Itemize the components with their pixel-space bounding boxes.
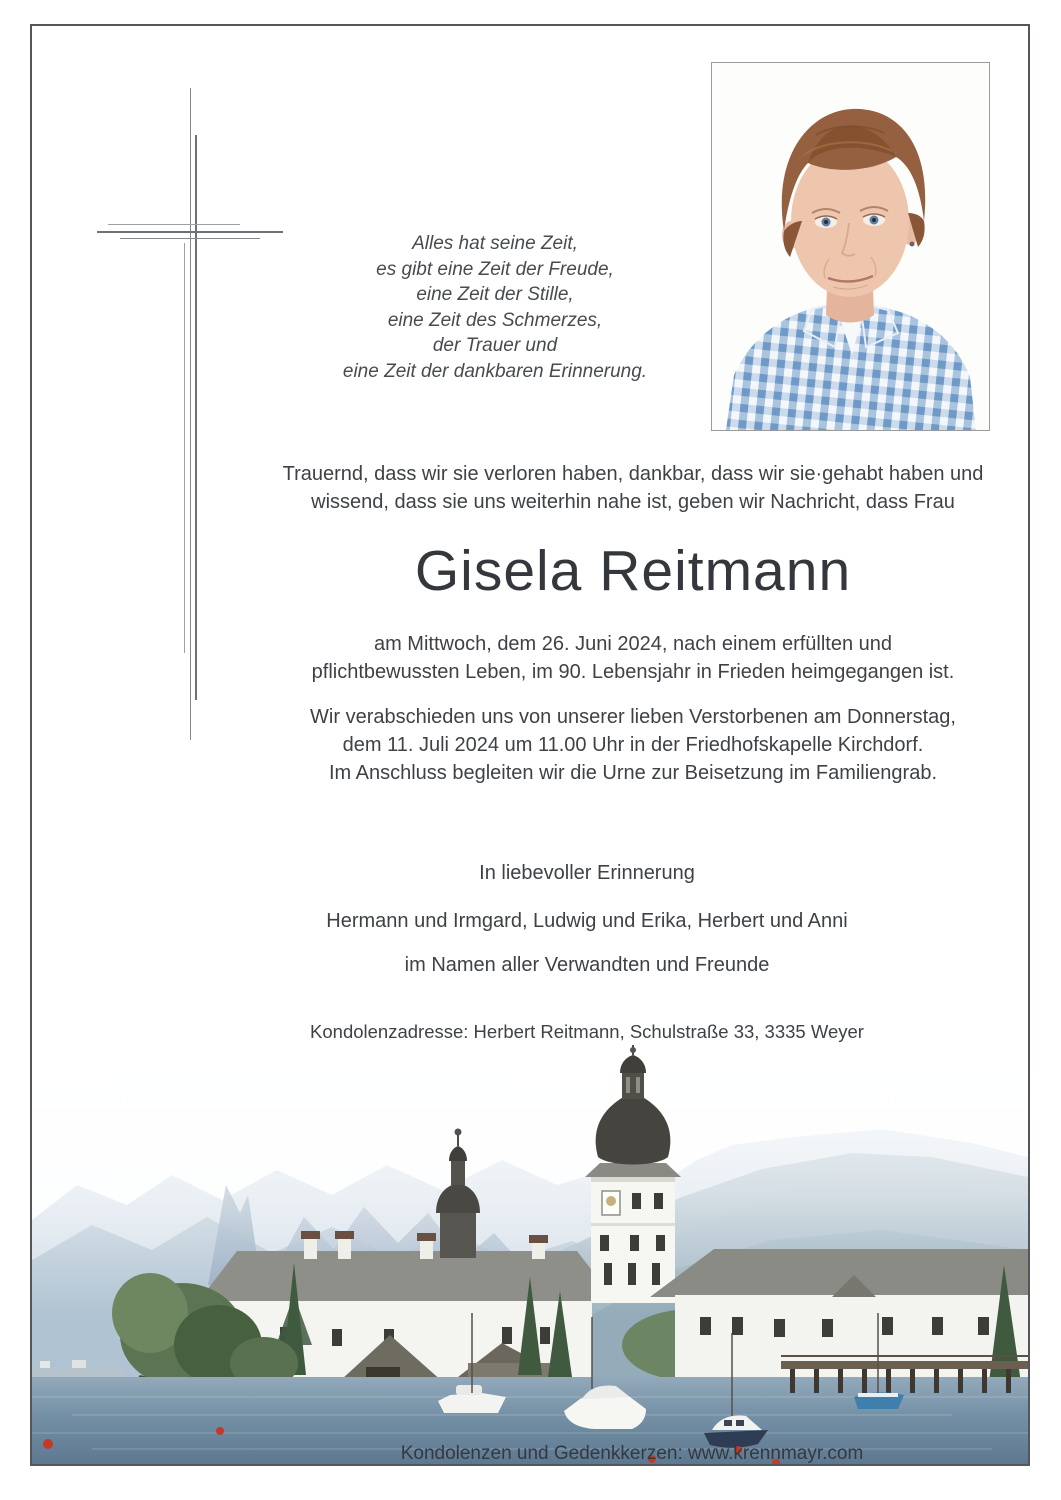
photo-caption: Kondolenzen und Gedenkkerzen: www.krennmayr.com: [400, 1443, 864, 1464]
poem-line: eine Zeit der Stille,: [416, 284, 574, 305]
farewell-line: Wir verabschieden uns von unserer lieben Verstorbenen am Donnerstag,: [310, 706, 956, 728]
portrait-photo: [711, 62, 990, 431]
passing-details: [278, 630, 988, 686]
farewell-line: dem 11. Juli 2024 um 11.00 Uhr in der Friedhofskapelle Kirchdorf.: [342, 734, 924, 756]
passing-line: pflichtbewussten Leben, im 90. Lebensjahr in Frieden heimgegangen ist.: [311, 661, 955, 683]
poem-line: eine Zeit des Schmerzes,: [387, 309, 603, 331]
passing-line: am Mittwoch, dem 26. Juni 2024, nach einem erfüllten und: [373, 633, 893, 655]
cross-line: [190, 88, 191, 740]
poem-line: eine Zeit der dankbaren Erinnerung.: [342, 360, 648, 382]
poem-line: es gibt eine Zeit der Freude,: [376, 258, 614, 280]
deceased-name: Gisela Reitmann: [414, 539, 852, 603]
intro-line: wissend, dass sie uns weiterhin nahe ist, geben wir Nachricht, dass Frau: [311, 491, 955, 513]
mourners-names: Hermann und Irmgard, Ludwig und Erika, Herbert und Anni: [326, 910, 848, 932]
poem-line: Alles hat seine Zeit,: [412, 233, 578, 254]
announcement-intro: [278, 460, 988, 516]
poem-line: der Trauer und: [432, 335, 558, 356]
memorial-closing: im Namen aller Verwandten und Freunde: [404, 954, 770, 976]
poem: [305, 231, 685, 384]
intro-line: Trauernd, dass wir sie verloren haben, dankbar, dass wir sie·gehabt haben und: [282, 463, 984, 485]
cross-line: [184, 243, 185, 653]
cross-line: [195, 135, 197, 700]
condolence-address: Kondolenzadresse: Herbert Reitmann, Schulstraße 33, 3335 Weyer: [310, 1021, 864, 1042]
cross-line: [120, 238, 260, 239]
farewell-details: [278, 703, 988, 787]
memorial-heading: In liebevoller Erinnerung: [479, 862, 695, 884]
cross-line: [108, 224, 240, 225]
farewell-line: Im Anschluss begleiten wir die Urne zur Beisetzung im Familiengrab.: [328, 762, 938, 784]
cross-line: [97, 231, 283, 233]
lake-castle-photo: [32, 1045, 1028, 1464]
